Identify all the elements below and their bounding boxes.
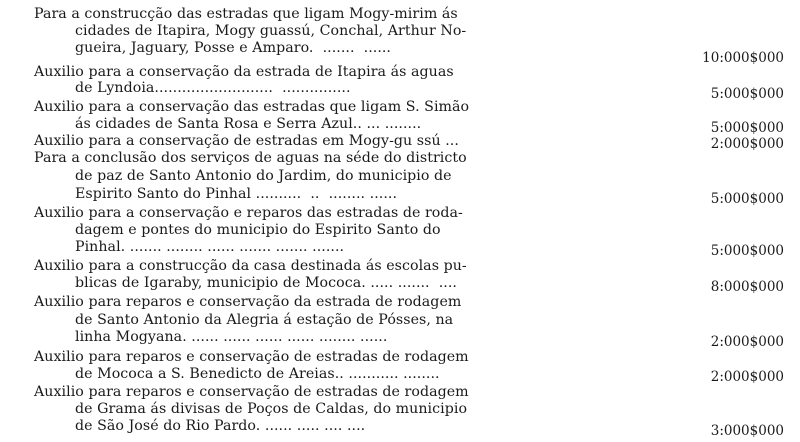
entry-line: de São José do Rio Pardo. ...... ..... .... .... [75, 418, 366, 434]
entry-line: gueira, Jaguary, Posse e Amparo. ....... ...... [75, 40, 391, 56]
entry-line: Auxilio para reparos e conservação de estradas de rodagem [34, 349, 469, 365]
entry-line: Auxilio para a conservação de estradas em Mogy-gu ssú ... [34, 133, 459, 149]
entry-line: de Lyndoia.......................... ............... [75, 80, 351, 96]
entry-line: Auxilio para reparos e conservação da estrada de rodagem [34, 294, 462, 310]
entry-line: de Mococa a S. Benedicto de Areias.. ........... ........ [75, 366, 440, 382]
entry-amount: 8:000$000 [710, 279, 784, 295]
entry-line: Pinhal. ....... ........ ...... ....... ....... ....... [75, 239, 345, 255]
entry-amount: 2:000$000 [710, 369, 784, 385]
entry-line: dagem e pontes do municipio do Espirito Santo do [75, 222, 441, 238]
entry-line: Auxilio para a conservação das estradas que ligam S. Simão [34, 99, 470, 115]
entry-amount: 5:000$000 [710, 243, 784, 259]
entry-amount: 5:000$000 [710, 120, 784, 136]
entry-line: Para a conclusão dos serviços de aguas na séde do districto [34, 150, 467, 166]
entry-amount: 5:000$000 [710, 191, 784, 207]
entry-line: Para a construcção das estradas que ligam Mogy-mirim ás [34, 6, 458, 22]
entry-line: Auxilio para a conservação e reparos das estradas de roda- [34, 205, 463, 221]
entry-line: Espirito Santo do Pinhal .......... .. ........ ...... [75, 186, 397, 202]
entry-amount: 10:000$000 [702, 50, 784, 66]
entry-line: blicas de Igaraby, municipio de Mococa. ..... ....... .... [75, 275, 457, 291]
entry-line: de Santo Antonio da Alegria á estação de Pósses, na [75, 312, 454, 328]
entry-line: Auxilio para a construcção da casa destinada ás escolas pu- [34, 258, 467, 274]
entry-amount: 2:000$000 [710, 334, 784, 350]
entry-amount: 3:000$000 [710, 423, 784, 439]
entry-line: cidades de Itapira, Mogy guassú, Conchal, Arthur No- [75, 23, 467, 39]
entry-line: Auxilio para a conservação da estrada de Itapira ás aguas [34, 64, 454, 80]
entry-line: de Grama ás divisas de Poços de Caldas, do municipio [75, 401, 468, 417]
entry-amount: 2:000$000 [710, 136, 784, 152]
entry-line: Auxilio para reparos e conservação de estradas de rodagem [34, 384, 469, 400]
entry-amount: 5:000$000 [710, 86, 784, 102]
entry-line: linha Mogyana. ...... ...... ...... ...... ........ ...... [75, 329, 388, 345]
entry-line: de paz de Santo Antonio do Jardim, do municipio de [75, 168, 452, 184]
entry-line: ás cidades de Santa Rosa e Serra Azul.. ... ........ [75, 116, 422, 132]
